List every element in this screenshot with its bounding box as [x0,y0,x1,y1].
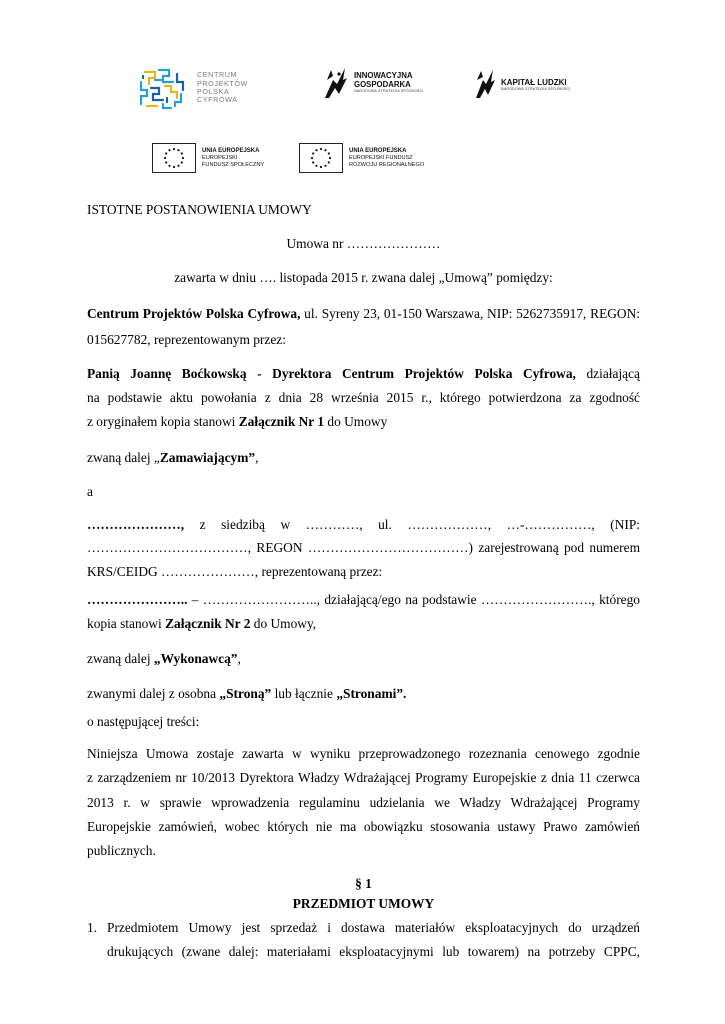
party-1-line-1 [87,306,640,322]
attachment-1-ref: Załącznik Nr 1 [238,414,325,429]
ig-emblem-icon [323,66,349,100]
zamawiajacy-definition [87,450,258,466]
parties-definition [87,686,406,702]
item-1-line-2: drukujących (zwane dalej: materiałami eksploatacyjnymi lub towarem) na potrzeby CPPC, [107,944,640,959]
contractor-rep-placeholder: ………………….. [87,592,188,607]
contract-date-line: zawarta w dniu …. listopada 2015 r. zwana dalej „Umową” pomiędzy: [174,270,553,285]
basis-paragraph-line-3: 2013 r. w sprawie wprowadzenia regulaminu udzielania we Władzy Wdrażającej Programy [87,795,640,810]
kl-subtitle: NARODOWA STRATEGIA SPÓJNOŚCI [501,86,571,91]
representative-name: Panią Joannę Boćkowską - Dyrektora Centrum Projektów Polska Cyfrowa, [87,366,576,381]
contractor-rep-line-1 [87,592,640,608]
kl-title: KAPITAŁ LUDZKI [501,77,567,87]
representative-line-2: na podstawie aktu powołania z dnia 28 września 2015 r., którego potwierdzona za zgodność [87,390,640,405]
following-content: o następującej treści: [87,714,200,729]
ue-efs-logo [152,143,264,173]
cppc-logo [135,64,248,112]
cppc-line-4: CYFROWA [197,95,238,105]
ig-title-1: INNOWACYJNA [354,71,413,81]
basis-paragraph-line-1: Niniejsza Umowa zostaje zawarta w wyniku przeprowadzonego rozeznania cenowego zgodnie [87,746,640,761]
ue1-line-3: FUNDUSZ SPOŁECZNY [202,161,265,168]
parties-prefix: zwanymi dalej z osobna [87,686,220,701]
ue-efrr-logo [299,143,424,173]
ig-subtitle: NARODOWA STRATEGIA SPÓJNOŚCI [354,89,424,94]
item-1-number: 1. [87,920,98,935]
wyk-prefix: zwaną dalej [87,651,154,666]
wyk-suffix: , [237,651,241,666]
party-2-line-2: ………………………………, REGON ………………………………) zarejestrowaną pod numerem [87,540,640,555]
ue2-line-2: EUROPEJSKI FUNDUSZ [349,154,413,161]
basis-paragraph-line-4: Europejskie zamówień, wobec których nie ma obowiązku stosowania ustawy Prawo zamówień [87,819,640,834]
item-1-line-1: Przedmiotem Umowy jest sprzedaż i dostawa materiałów eksploatacyjnych do urządzeń [107,920,640,935]
wyk-term: „Wykonawcą” [153,651,238,666]
con-attachment-prefix: kopia stanowi [87,616,166,631]
section-title: PRZEDMIOT UMOWY [292,896,435,911]
parties-term: „Stronami”. [336,686,407,701]
ue1-line-2: EUROPEJSKI [202,154,238,161]
basis-paragraph-line-2: z zarządzeniem nr 10/2013 Dyrektora Władzy Wdrażającej Programy Europejskie z dnia 11 czerwca [87,770,640,785]
contractor-rep-line-2 [87,616,640,632]
kl-emblem-icon [474,68,496,100]
cppc-line-3: POLSKA [197,87,230,96]
party-term: „Stroną” [219,686,272,701]
ue1-title: UNIA EUROPEJSKA [202,147,260,154]
party-1-name: Centrum Projektów Polska Cyfrowa, [87,306,301,321]
contract-number: Umowa nr ………………… [286,236,441,251]
cppc-line-1: CENTRUM [197,70,238,80]
kl-logo-text [501,78,571,91]
con-attachment-suffix: do Umowy, [250,616,317,631]
zam-suffix: , [255,450,259,465]
eu-flag-icon [299,143,343,173]
rep-attachment-suffix: do Umowy [324,414,388,429]
representative-line-1 [87,366,640,382]
representative-role: działającą [575,366,640,381]
section-number: § 1 [355,876,372,891]
contractor-rep-basis: – …………………….., działającą/ego na podstawie ……………………., którego [187,592,640,607]
ig-logo-text [354,72,424,93]
cppc-maze-icon [135,64,191,112]
party-2-name-placeholder: …………………, [87,517,185,532]
representative-line-3 [87,414,640,430]
rep-attachment-prefix: z oryginałem kopia stanowi [87,414,239,429]
party-2-line-3: KRS/CEIDG …………………, reprezentowaną przez: [87,564,383,579]
kapital-ludzki-logo [474,68,571,100]
cppc-logo-text [197,71,248,104]
party-2-address: z siedzibą w …………, ul. ………………, …-……………, (NIP: [184,517,640,532]
ue-efrr-text [349,148,424,169]
ue2-line-3: ROZWOJU REGIONALNEGO [349,161,425,168]
eu-flag-icon [152,143,196,173]
innowacyjna-gospodarka-logo [323,66,424,100]
conjunction-a: a [87,484,93,499]
ue2-title: UNIA EUROPEJSKA [349,147,407,154]
party-2-line-1 [87,517,640,533]
wykonawca-definition [87,651,241,667]
party-1-address: ul. Syreny 23, 01-150 Warszawa, NIP: 5262735917, REGON: [300,306,640,321]
ig-title-2: GOSPODARKA [354,79,411,89]
document-heading: ISTOTNE POSTANOWIENIA UMOWY [87,202,312,217]
party-1-line-2: 015627782, reprezentowanym przez: [87,332,286,347]
zam-term: Zamawiającym” [159,450,256,465]
cppc-line-2: PROJEKTÓW [197,78,248,88]
attachment-2-ref: Załącznik Nr 2 [165,616,251,631]
zam-prefix: zwaną dalej „ [87,450,160,465]
basis-paragraph-line-5: publicznych. [87,843,156,858]
ue-efs-text [202,148,264,169]
parties-joiner: lub łącznie [271,686,337,701]
